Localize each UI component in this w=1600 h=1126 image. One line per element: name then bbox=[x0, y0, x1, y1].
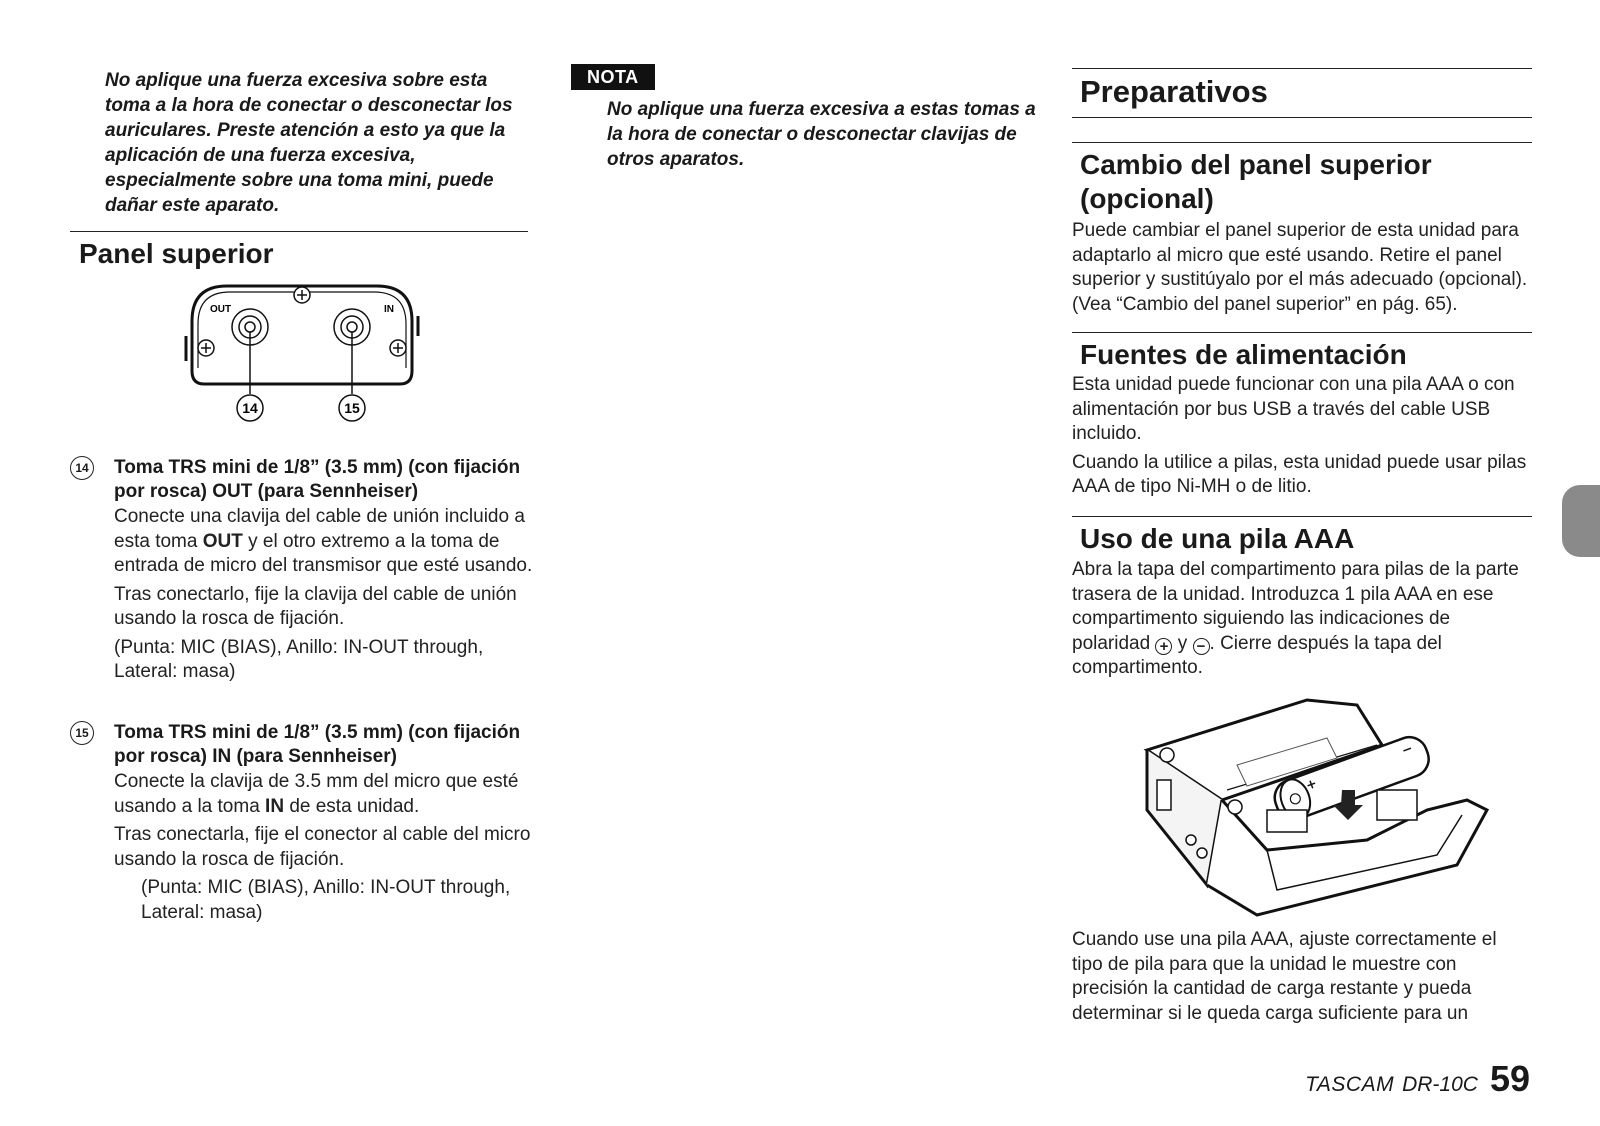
cambio-heading: Cambio del panel superior (opcional) bbox=[1080, 149, 1432, 214]
section-rule bbox=[1072, 516, 1532, 517]
text-run: y bbox=[1172, 632, 1193, 654]
text-run: . Cierre después la tapa del compartimento. bbox=[1072, 632, 1442, 678]
section-rule bbox=[70, 231, 528, 232]
preparativos-heading: Preparativos bbox=[1080, 74, 1268, 109]
nota-badge: NOTA bbox=[571, 64, 655, 90]
footer-brand: TASCAM bbox=[1305, 1073, 1395, 1096]
battery-compartment-illustration bbox=[1127, 690, 1507, 930]
item-paragraph bbox=[114, 770, 534, 819]
top-panel-diagram bbox=[172, 276, 432, 436]
item-paragraph: (Punta: MIC (BIAS), Anillo: IN-OUT through, Lateral: masa) bbox=[141, 877, 511, 923]
page-number: 59 bbox=[1489, 1058, 1530, 1099]
section-rule bbox=[1072, 142, 1532, 143]
uso-text bbox=[1072, 558, 1532, 681]
jack-name: IN bbox=[265, 795, 285, 817]
nota-text: No aplique una fuerza excesiva a estas tomas a la hora de conectar o desconectar clavijas de otros aparatos. bbox=[607, 99, 1036, 170]
out-label: OUT bbox=[210, 304, 232, 315]
minus-polarity-icon: − bbox=[1193, 638, 1210, 655]
section-rule bbox=[1072, 332, 1532, 333]
fuentes-paragraph: Esta unidad puede funcionar con una pila AAA o con alimentación por bus USB a través del cable USB incluido. bbox=[1072, 374, 1515, 444]
chapter-tab bbox=[1562, 485, 1600, 557]
section-rule bbox=[1072, 117, 1532, 118]
battery-type-text: Cuando use una pila AAA, ajuste correctamente el tipo de pila para que la unidad le muestre con precisión la cantidad de carga restante y pueda determinar si le queda carga suficiente para un bbox=[1072, 929, 1497, 1024]
item-body bbox=[114, 770, 534, 929]
fuentes-text bbox=[1072, 373, 1532, 504]
in-label: IN bbox=[384, 304, 394, 315]
item-paragraph: (Punta: MIC (BIAS), Anillo: IN-OUT through, Lateral: masa) bbox=[114, 636, 484, 682]
fuentes-paragraph: Cuando la utilice a pilas, esta unidad puede usar pilas AAA de tipo Ni-MH o de litio. bbox=[1072, 451, 1527, 497]
text-run: de esta unidad. bbox=[284, 795, 420, 817]
headphone-warning: No aplique una fuerza excesiva sobre esta toma a la hora de conectar o desconectar los auriculares. Preste atención a esto ya que la aplicación de una fuerza excesiva, especialmente sobre una toma mini, puede dañar este aparato. bbox=[105, 70, 513, 216]
jack-name: OUT bbox=[202, 530, 243, 552]
plus-polarity-icon: + bbox=[1155, 638, 1172, 655]
page-footer bbox=[1305, 1058, 1530, 1100]
callout-14: 14 bbox=[242, 400, 258, 416]
item-title: Toma TRS mini de 1/8” (3.5 mm) (con fijación por rosca) IN (para Sennheiser) bbox=[114, 722, 521, 767]
footer-model: DR-10C bbox=[1402, 1073, 1478, 1096]
text-run: Abra la tapa del compartimento para pilas de la parte trasera de la unidad. Introduzca 1 pila AAA en ese compartimento siguiendo las indicaciones de polaridad bbox=[1072, 559, 1519, 654]
callout-15: 15 bbox=[344, 400, 360, 416]
item-paragraph: Tras conectarlo, fije la clavija del cable de unión usando la rosca de fijación. bbox=[114, 583, 517, 629]
item-number: 15 bbox=[70, 721, 94, 745]
text-run: Conecte una clavija del cable de unión incluido a esta toma bbox=[114, 506, 525, 552]
item-paragraph: Tras conectarla, fije el conector al cable del micro usando la rosca de fijación. bbox=[114, 824, 531, 870]
text-run: Conecte la clavija de 3.5 mm del micro que esté usando a la toma bbox=[114, 771, 519, 817]
fuentes-heading: Fuentes de alimentación bbox=[1080, 339, 1407, 370]
item-body bbox=[114, 505, 534, 689]
item-number: 14 bbox=[70, 456, 94, 480]
item-paragraph bbox=[114, 505, 534, 579]
item-title: Toma TRS mini de 1/8” (3.5 mm) (con fijación por rosca) OUT (para Sennheiser) bbox=[114, 457, 521, 502]
cambio-text: Puede cambiar el panel superior de esta unidad para adaptarlo al micro que esté usando. Retire el panel superior y sustitúyalo por el más adecuado (opcional). (Vea “Cambio del panel superior” en pág. 65). bbox=[1072, 220, 1528, 315]
uso-heading: Uso de una pila AAA bbox=[1080, 523, 1355, 554]
text-run: y el otro extremo a la toma de entrada de micro del transmisor que esté usando. bbox=[114, 530, 533, 576]
section-rule bbox=[1072, 68, 1532, 69]
panel-superior-heading: Panel superior bbox=[79, 238, 274, 269]
